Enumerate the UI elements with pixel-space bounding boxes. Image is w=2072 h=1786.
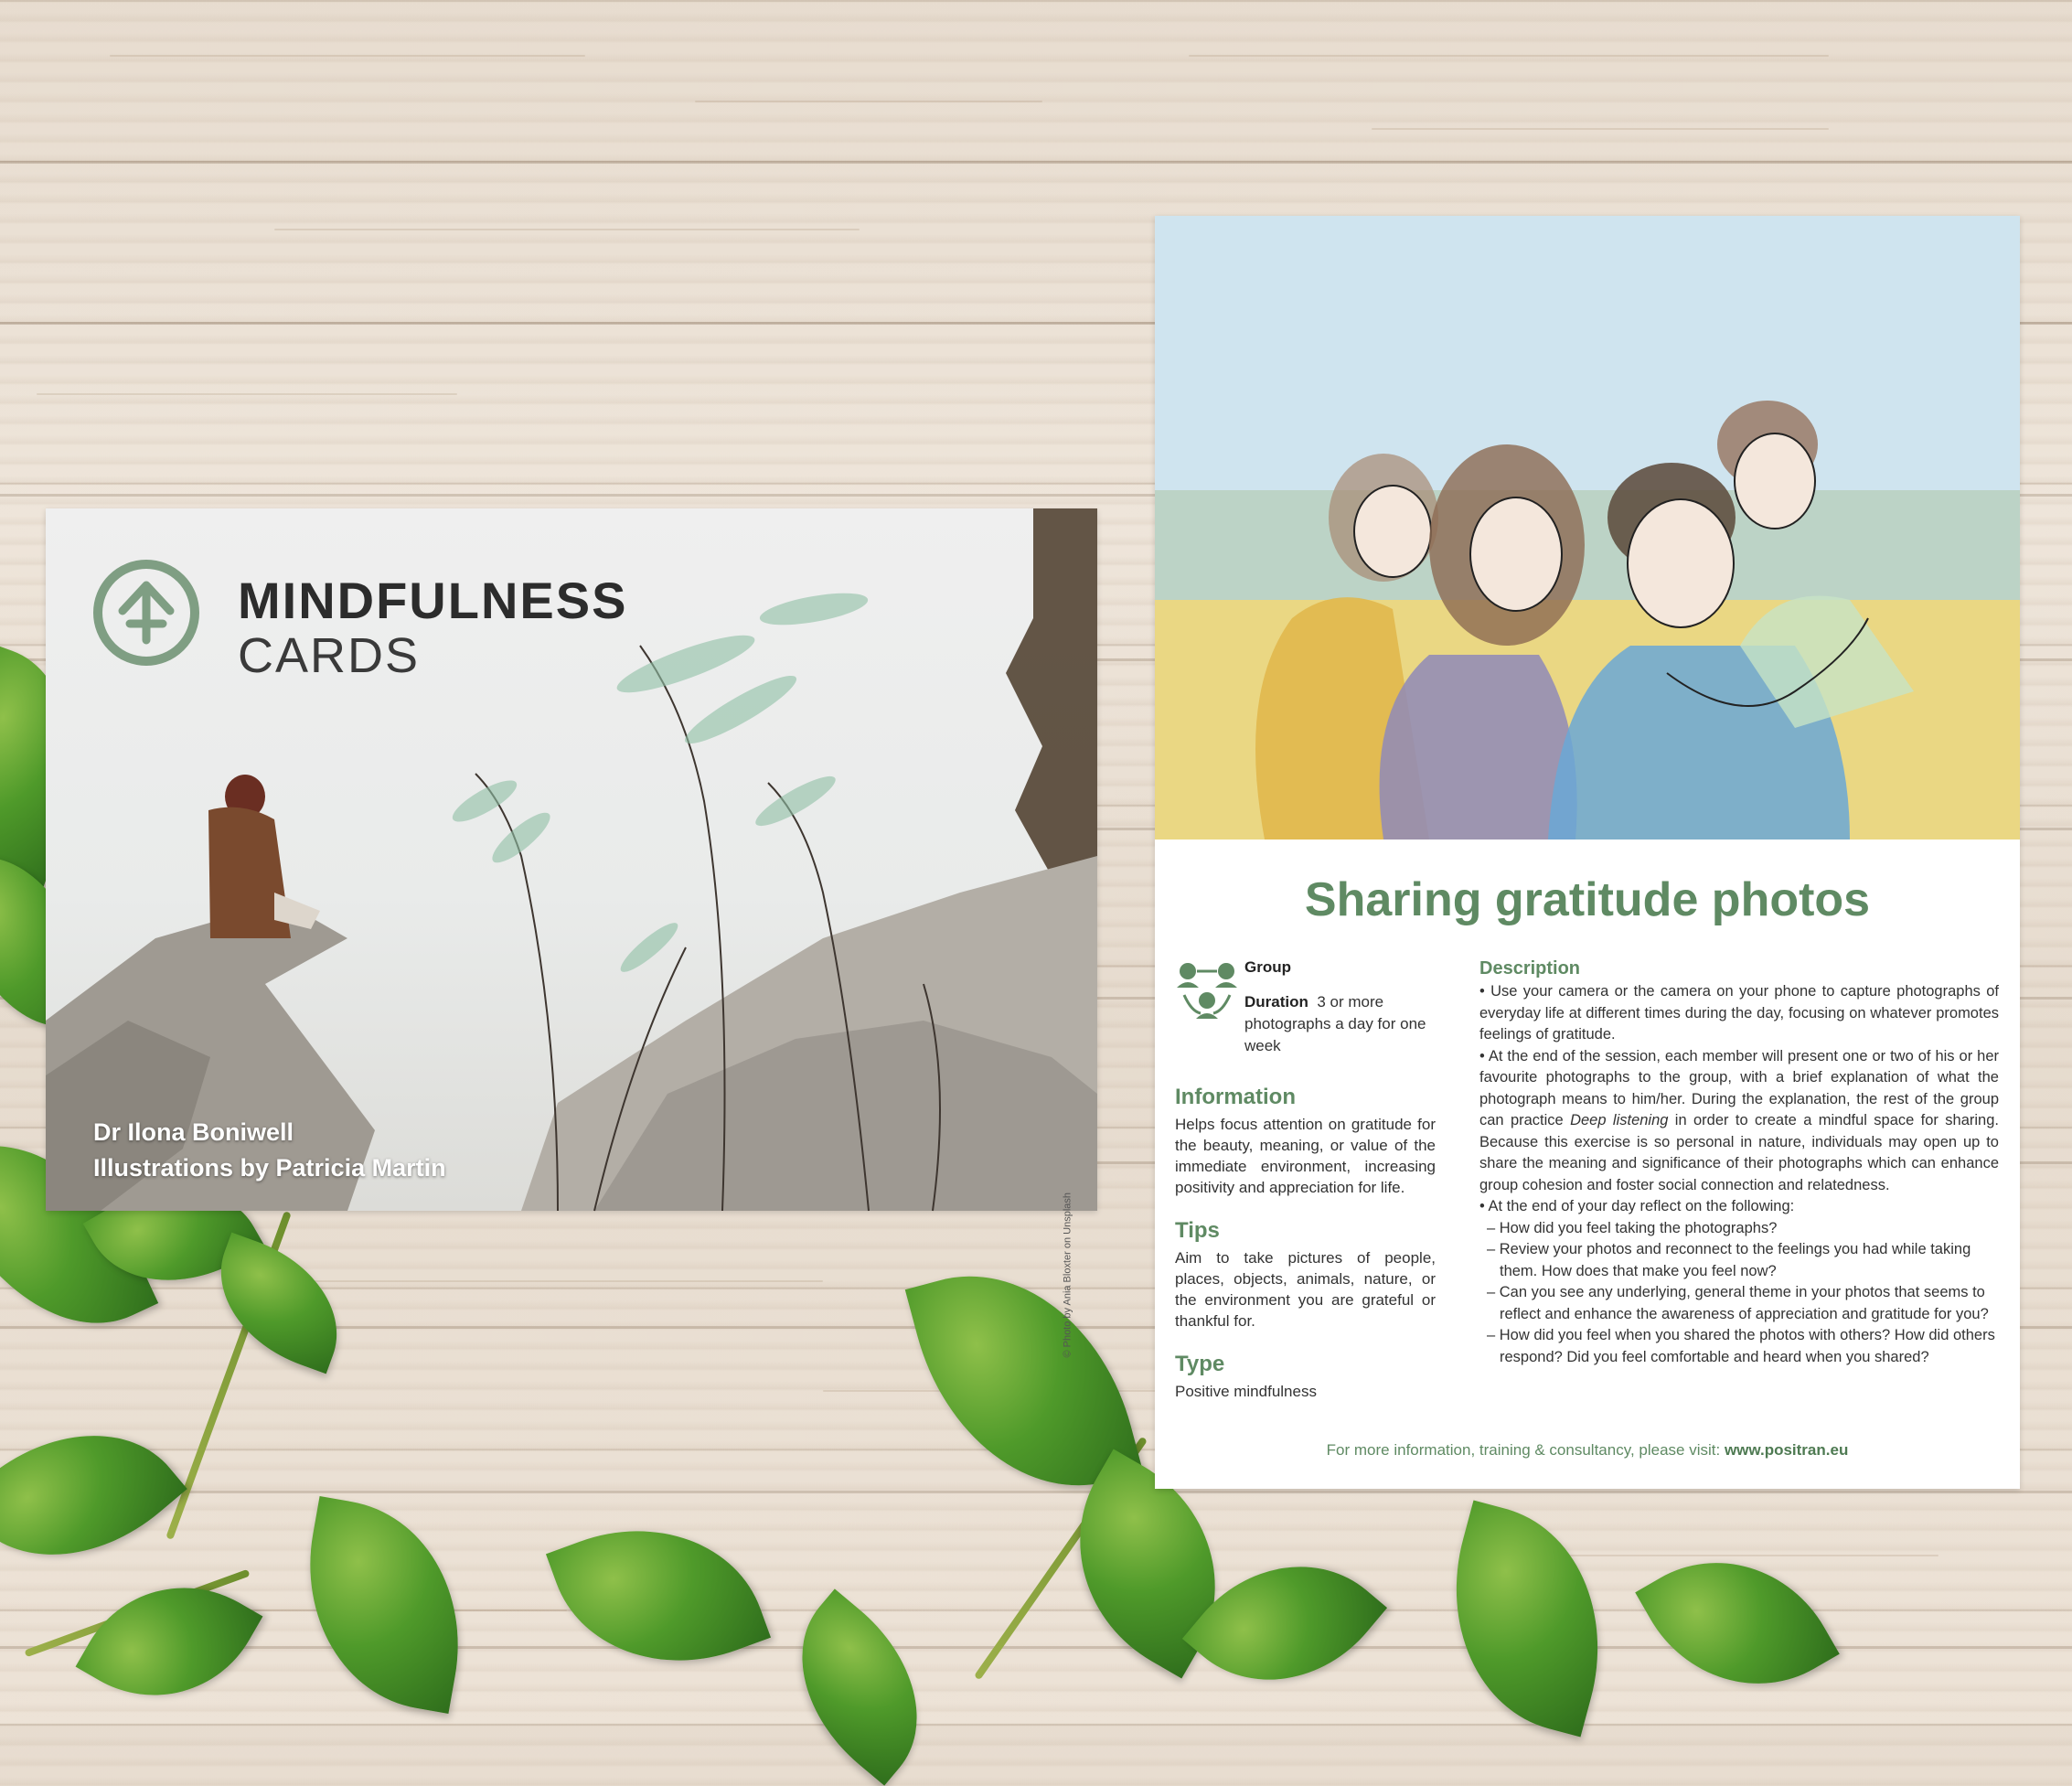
description-bullet-3: • At the end of your day reflect on the following: bbox=[1479, 1198, 1795, 1214]
reflection-item-2: – Review your photos and reconnect to the feelings you had while taking them. How does that make you feel now? bbox=[1487, 1241, 1971, 1279]
tips-text: Aim to take pictures of people, places, objects, animals, nature, or the environment you are grateful or thankful for. bbox=[1175, 1249, 1436, 1330]
card-title: Sharing gratitude photos bbox=[1304, 873, 1871, 926]
information-heading: Information bbox=[1175, 1085, 1296, 1109]
tips-heading: Tips bbox=[1175, 1218, 1220, 1243]
information-text: Helps focus attention on gratitude for the beauty, meaning, or value of the immediate environment, increasing positivity and appreciation for life. bbox=[1175, 1116, 1436, 1196]
logo-subtitle: CARDS bbox=[238, 628, 421, 683]
logo-title: MINDFULNESS bbox=[238, 572, 628, 629]
logo-circle-icon bbox=[93, 560, 199, 666]
card-footer bbox=[1155, 1441, 2020, 1460]
footer-text: For more information, training & consultancy, please visit: bbox=[1326, 1441, 1725, 1459]
type-heading: Type bbox=[1175, 1352, 1225, 1376]
duration-value: 3 or more photographs a day for one week bbox=[1244, 993, 1426, 1054]
description-heading: Description bbox=[1479, 958, 1581, 979]
author-name: Dr Ilona Boniwell bbox=[93, 1118, 294, 1146]
reflection-item-3: – Can you see any underlying, general theme in your photos that seems to reflect and enhance the awareness of appreciation and gratitude for you? bbox=[1487, 1284, 1989, 1322]
group-icon bbox=[1175, 958, 1239, 1022]
reflection-item-1: – How did you feel taking the photographs? bbox=[1487, 1219, 1778, 1236]
duration-label: Duration bbox=[1244, 993, 1308, 1011]
illustrator-credit: Illustrations by Patricia Martin bbox=[93, 1154, 446, 1182]
footer-link[interactable]: www.positran.eu bbox=[1724, 1441, 1849, 1459]
deep-listening-term: Deep listening bbox=[1570, 1112, 1669, 1128]
description-bullet-1: • Use your camera or the camera on your phone to capture photographs of everyday life at different times during the day, focusing on whatever promotes feelings of gratitude. bbox=[1479, 983, 1999, 1043]
type-text: Positive mindfulness bbox=[1175, 1383, 1317, 1400]
photo-credit: © Photo by Ania Bloxter on Unsplash bbox=[1063, 1192, 1073, 1358]
description-section bbox=[1479, 958, 1999, 1368]
card-sidebar bbox=[1175, 958, 1436, 1402]
reflection-item-4: – How did you feel when you shared the photos with others? How did others respond? Did you feel comfortable and heard when you shared? bbox=[1487, 1327, 1995, 1365]
group-label: Group bbox=[1244, 958, 1291, 976]
mindfulness-cards-cover bbox=[46, 508, 1097, 1358]
family-watercolor-illustration bbox=[1155, 216, 2020, 840]
activity-card bbox=[1155, 216, 2020, 1489]
description-bullet-2: • At the end of the session, each member will present one or two of his or her favourite photographs to the group, with a brief explanation of what the photograph means to him/her. During the explanation, the rest of the group can practice Deep listening in order to create a mindful space for sharing. Because this exercise is so personal in nature, individuals may open up to share the meaning and significance of their photographs which can enhance group cohesion and foster social connection and relatedness. bbox=[1479, 1047, 1999, 1193]
